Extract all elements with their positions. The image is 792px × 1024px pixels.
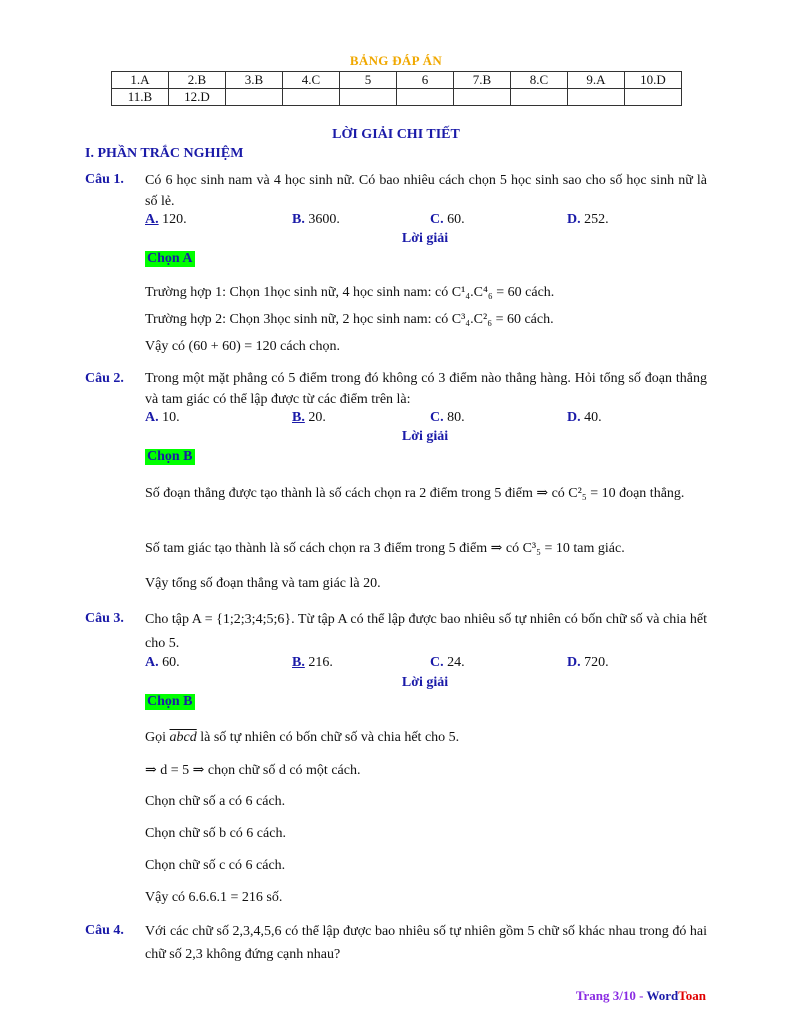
option-a: A. 120. (145, 212, 187, 227)
goi-suffix: là số tự nhiên có bốn chữ số và chia hết cho 5. (200, 730, 460, 745)
solution-line (145, 730, 459, 746)
answer-cell (568, 89, 625, 106)
page-footer (576, 988, 706, 1004)
answer-cell (511, 89, 568, 106)
footer-page: Trang 3/10 - (575, 988, 647, 1003)
solution-line: Số đoạn thẳng được tạo thành là số cách chọn ra 2 điểm trong 5 điểm ⇒ có C²₅ = 10 đoạn thẳng. (145, 486, 685, 501)
answer-cell: 12.D (169, 89, 226, 106)
answer-cell: 6 (397, 72, 454, 89)
solution-line: ⇒ d = 5 ⇒ chọn chữ số d có một cách. (145, 763, 361, 778)
answer-table-title: BẢNG ĐÁP ÁN (349, 53, 443, 68)
solution-label: Lời giải (401, 429, 449, 444)
option-d: D. 252. (567, 212, 609, 227)
solution-line: Chọn chữ số b có 6 cách. (145, 826, 286, 841)
answer-cell: 4.C (283, 72, 340, 89)
solution-line: Chọn chữ số c có 6 cách. (145, 858, 286, 873)
solutions-title: LỜI GIẢI CHI TIẾT (332, 127, 460, 142)
answer-cell (397, 89, 454, 106)
option-b: B. 3600. (292, 212, 340, 227)
option-a: A. 10. (145, 410, 180, 425)
chosen-answer: Chọn B (147, 694, 193, 709)
solution-label: Lời giải (401, 675, 449, 690)
answer-cell: 10.D (625, 72, 682, 89)
number-variable: abcd (169, 730, 197, 745)
solution-line: Trường hợp 1: Chọn 1học sinh nữ, 4 học sinh nam: có C¹₄.C⁴₆ = 60 cách. (145, 285, 555, 300)
chosen-answer: Chọn A (147, 251, 193, 266)
answer-cell: 11.B (112, 89, 169, 106)
solution-line: Trường hợp 2: Chọn 3học sinh nữ, 2 học sinh nam: có C³₄.C²₆ = 60 cách. (145, 312, 554, 327)
answer-cell (226, 89, 283, 106)
answer-cell: 8.C (511, 72, 568, 89)
question-label: Câu 1. (85, 172, 124, 187)
answer-cell (454, 89, 511, 106)
goi-prefix: Gọi (145, 730, 166, 745)
question-label: Câu 3. (85, 611, 124, 626)
option-b: B. 216. (292, 655, 333, 670)
solution-line: Chọn chữ số a có 6 cách. (145, 794, 286, 809)
answer-cell (340, 89, 397, 106)
answer-cell: 7.B (454, 72, 511, 89)
solution-line: Vậy có (60 + 60) = 120 cách chọn. (145, 339, 341, 354)
answer-cell (283, 89, 340, 106)
table-row (112, 89, 682, 106)
question-text: Cho tập A = {1;2;3;4;5;6}. Từ tập A có thể lập được bao nhiêu số tự nhiên có bốn chữ số và chia hết cho 5. (145, 612, 707, 651)
answer-cell: 5 (340, 72, 397, 89)
option-c: C. 80. (430, 410, 465, 425)
footer-word: Word (646, 988, 679, 1003)
answer-cell: 3.B (226, 72, 283, 89)
footer-toan: Toan (678, 988, 706, 1003)
question-label: Câu 4. (85, 923, 124, 938)
question-text: Có 6 học sinh nam và 4 học sinh nữ. Có bao nhiêu cách chọn 5 học sinh sao cho số học sinh nữ là số lẻ. (145, 173, 707, 209)
option-a: A. 60. (145, 655, 180, 670)
answer-table (111, 71, 682, 106)
question-text: Trong một mặt phẳng có 5 điểm trong đó không có 3 điểm nào thẳng hàng. Hỏi tổng số đoạn thẳng và tam giác có thể lập được từ các điểm trên là: (145, 371, 707, 407)
solution-line: Số tam giác tạo thành là số cách chọn ra 3 điểm trong 5 điểm ⇒ có C³₅ = 10 tam giác. (145, 541, 625, 556)
solution-line: Vậy tổng số đoạn thẳng và tam giác là 20. (145, 576, 381, 591)
answer-cell: 9.A (568, 72, 625, 89)
answer-cell (625, 89, 682, 106)
option-c: C. 60. (430, 212, 465, 227)
solution-label: Lời giải (401, 231, 449, 246)
table-row (112, 72, 682, 89)
option-d: D. 720. (567, 655, 609, 670)
solution-line: Vậy có 6.6.6.1 = 216 số. (145, 890, 283, 905)
question-label: Câu 2. (85, 371, 124, 386)
section-title: I. PHẦN TRẮC NGHIỆM (85, 146, 244, 161)
answer-cell: 1.A (112, 72, 169, 89)
answer-cell: 2.B (169, 72, 226, 89)
chosen-answer: Chọn B (147, 449, 193, 464)
option-b: B. 20. (292, 410, 326, 425)
option-d: D. 40. (567, 410, 602, 425)
question-text: Với các chữ số 2,3,4,5,6 có thể lập được bao nhiêu số tự nhiên gồm 5 chữ số khác nhau trong đó hai chữ số 2,3 không đứng cạnh nhau? (145, 924, 707, 962)
option-c: C. 24. (430, 655, 465, 670)
